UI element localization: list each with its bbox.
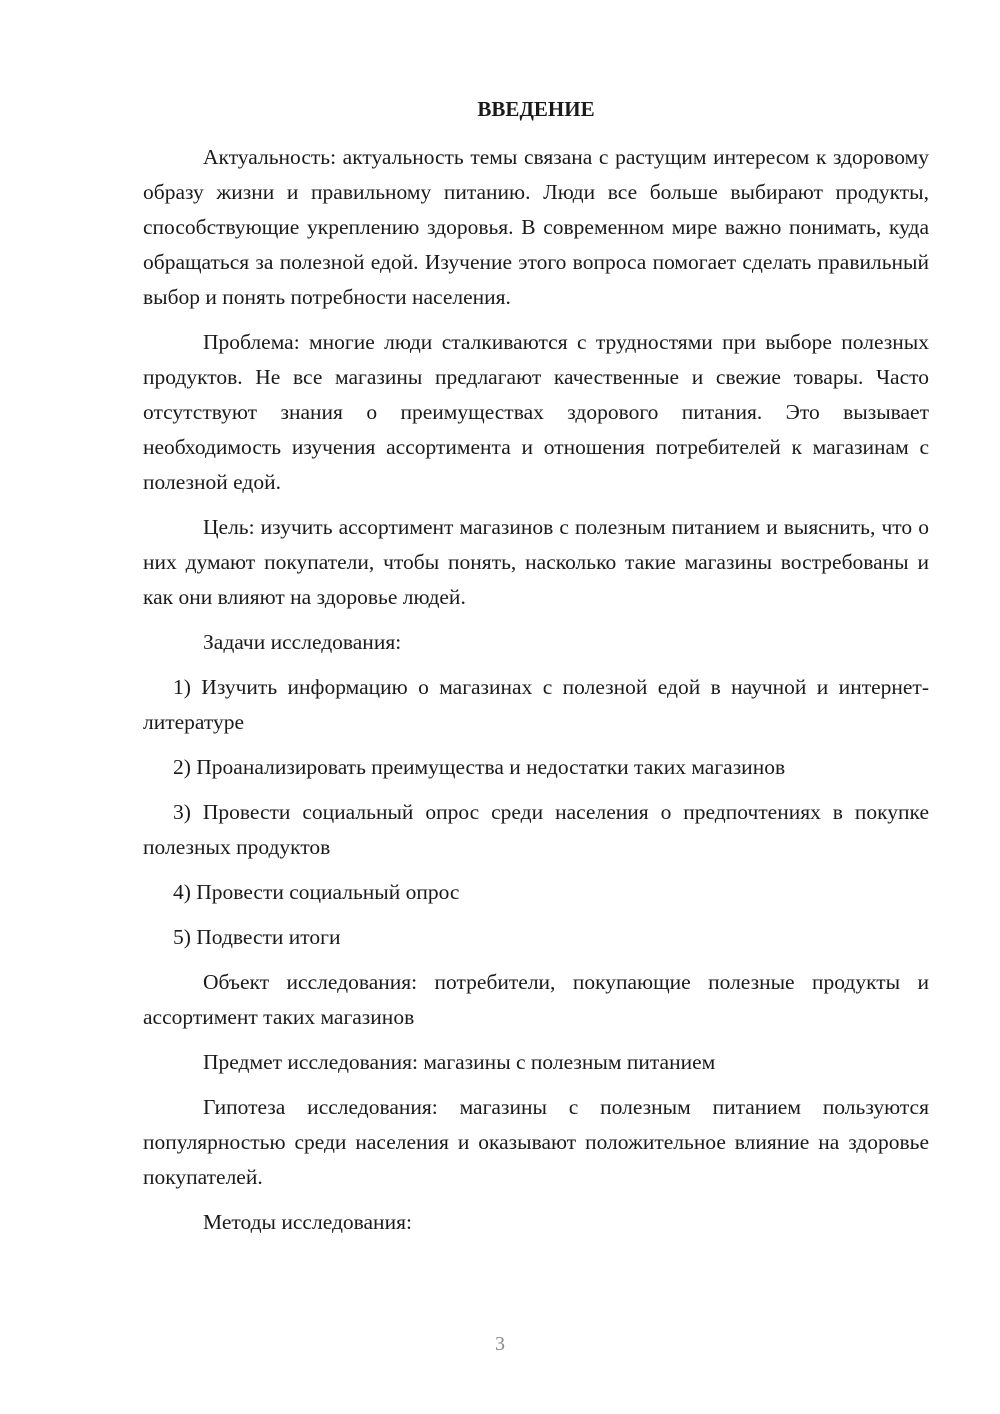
- section-title: ВВЕДЕНИЕ: [477, 97, 595, 121]
- task-item-5: 5) Подвести итоги: [173, 925, 341, 949]
- methods-heading: Методы исследования:: [203, 1210, 412, 1234]
- relevance-paragraph: Актуальность: актуальность темы связана с растущим интересом к здоровому образу жизни и правильному питанию. Люди все больше выбирают продукты, способствующие укреплению здоровья. В современном мире важно понимать, куда обращаться за полезной едой. Изучение этого вопроса помогает сделать правильный выбор и понять потребности населения.: [143, 145, 929, 309]
- task-item-1: 1) Изучить информацию о магазинах с полезной едой в научной и интернет-литературе: [143, 675, 929, 734]
- object-paragraph: Объект исследования: потребители, покупающие полезные продукты и ассортимент таких магазинов: [143, 970, 929, 1029]
- document-body: [143, 92, 929, 1250]
- tasks-heading: Задачи исследования:: [203, 630, 402, 654]
- task-item-4: 4) Провести социальный опрос: [173, 880, 460, 904]
- hypothesis-paragraph: Гипотеза исследования: магазины с полезным питанием пользуются популярностью среди населения и оказывают положительное влияние на здоровье покупателей.: [143, 1095, 929, 1189]
- task-item-2: 2) Проанализировать преимущества и недостатки таких магазинов: [173, 755, 786, 779]
- task-item-3: 3) Провести социальный опрос среди населения о предпочтениях в покупке полезных продуктов: [143, 800, 929, 859]
- problem-paragraph: Проблема: многие люди сталкиваются с трудностями при выборе полезных продуктов. Не все магазины предлагают качественные и свежие товары. Часто отсутствуют знания о преимуществах здорового питания. Это вызывает необходимость изучения ассортимента и отношения потребителей к магазинам с полезной едой.: [143, 330, 929, 494]
- page-number: 3: [495, 1333, 505, 1355]
- subject-paragraph: Предмет исследования: магазины с полезным питанием: [203, 1050, 716, 1074]
- goal-paragraph: Цель: изучить ассортимент магазинов с полезным питанием и выяснить, что о них думают покупатели, чтобы понять, насколько такие магазины востребованы и как они влияют на здоровье людей.: [143, 515, 929, 609]
- tasks-list: [143, 670, 929, 955]
